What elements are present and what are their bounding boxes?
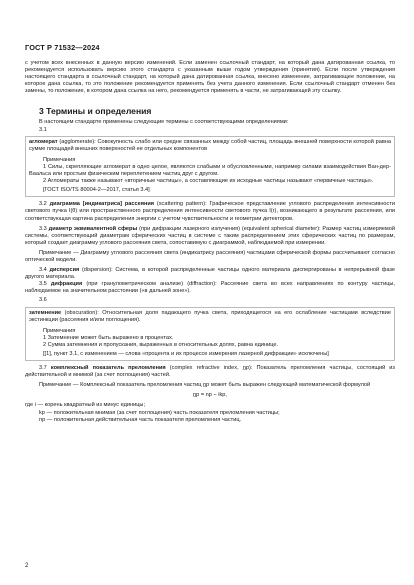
notes-title-3-1: Примечания (43, 156, 76, 163)
term-definition-3-1 (29, 139, 391, 153)
document-header: ГОСТ Р 71532—2024 (25, 43, 100, 52)
term-number-3-6: 3.6 (39, 297, 47, 304)
notes-title-3-6: Примечания (43, 327, 76, 334)
section-intro: В настоящем стандарте применены следующие термины с соответствующими определениями: (39, 119, 289, 126)
term-3-3 (25, 226, 395, 247)
term-text-3-7: (complex refractive index, n̲p): Показатель преломления частицы, состоящий из действительной и мнимой (за счет поглощения) частей. (25, 365, 395, 379)
term-box-3-1 (25, 136, 395, 198)
where-i: где i — корень квадратный из минус единицы; (25, 402, 146, 409)
note-1-3-6: 1 Затемнение может быть выражено в процентах. (43, 334, 174, 341)
note-3-3: Примечание — Диаграмму углового рассеяния света (индикатрису рассеяния) частицами сферической формы рассчитывают согласно оптической модели. (25, 249, 395, 263)
definition-3-1: : Совокупность слабо или средне связанных между собой частиц, площадь внешней поверхности которой равна сумме площадей внешних поверхностей ее отдельных компонентов (29, 138, 391, 152)
note-1-3-1: 1 Силы, скрепляющие агломерат в одно целое, являются слабыми и обусловленными, например силами взаимодействия Ван-дер-Ваальса или простым физическим переплетением частиц друг с другом. (29, 163, 391, 178)
term-text-3-4: (dispersion): Система, в которой распределенные частицы одного материала диспергированы в непрерывной фазе другого материала. (25, 267, 395, 281)
intro-paragraph: с учетом всех внесенных в данную версию изменений. Если заменен ссылочный стандарт, на который дана датированная ссылка, то рекомендуется использовать версию этого стандарта с указанным выше годом утверждения (принятия). Если после утверждения настоящего стандарта в ссылочный стандарт, на который дана датированная ссылка, внесено изменение, затрагивающее положение, на которое дана ссылка, то это положение рекомендуется применять без учета данного изменения. Если ссылочный стандарт отменен без замены, то положение, в котором дана ссылка на него, рекомендуется применять в части, не затрагивающей эту ссылку. (25, 60, 395, 95)
term-3-1: агломерат (29, 138, 58, 145)
term-text-3-3: (при дифракции лазерного излучения) (equivalent spherical diameter): Размер частиц измеряемой системы, соответствующий диаметрам сферических частиц в системе с таким распределением этих сферических частиц по размерам, который создает диаграмму углового рассеяния света, сопоставимую с диаграммой, наблюдаемой при измерении. (25, 225, 395, 246)
term-number-3-2: 3.2 (39, 201, 50, 208)
term-definition-3-6 (29, 310, 391, 324)
term-number-3-3: 3.3 (39, 225, 49, 232)
note-3-7: Примечание — Комплексный показатель преломления частиц n̲p может быть выражен следующей математической формулой (39, 382, 371, 389)
definition-3-6: : Относительная доля падающего пучка света, приходящегося на его ослабление частицами вследствие экстинкции (рассеяния и/или поглощения). (29, 309, 391, 323)
term-number-3-4: 3.4 (39, 267, 50, 274)
where-kp: kp — положительная мнимая (за счет поглощения) часть показателя преломления частицы; (39, 409, 280, 416)
page-number: 2 (25, 563, 29, 569)
source-3-6: [[1], пункт 3.1, с изменением — слова «процента и их процессе измерения лазерной дифракции» исключены] (43, 351, 329, 357)
term-name-3-3: диаметр эквивалентной сферы (48, 225, 138, 232)
term-number-3-7: 3.7 (39, 365, 51, 372)
term-text-3-2: (scattering pattern): Графическое представление углового распределения интенсивности светового пучка I(θ) или пространственного распределения интенсивности светового пучка I(r), возникающего в результате рассеяния, или соответствующая картина распределения энергии с учетом чувствительности и геометрии детекторов. (25, 201, 395, 222)
where-np: np — положительная действительная часть показателя преломления частиц. (39, 416, 242, 423)
term-3-5 (25, 281, 395, 295)
term-name-3-2: диаграмма [индикатриса] рассеяния (49, 201, 155, 208)
term-3-6: затемнение (29, 309, 62, 316)
note-2-3-6: 2 Сумма затемнения и пропускания, выраженных в относительных долях, равна единице. (43, 341, 278, 348)
term-name-3-7: комплексный показатель преломления (50, 365, 166, 372)
source-3-1: [ГОСТ ISO/TS 80004-2—2017, статья 3.4] (43, 187, 150, 194)
term-en-3-6: (obscuration) (64, 309, 98, 316)
term-box-3-6 (25, 307, 395, 362)
formula-explanation (25, 402, 395, 423)
formula-complex-index: n̲p = np − ikp, (193, 392, 227, 399)
term-number-3-5: 3.5 (39, 281, 51, 288)
term-name-3-5: дифракция (50, 281, 83, 288)
term-3-2 (25, 201, 395, 222)
section-title: 3 Термины и определения (39, 106, 152, 117)
page-content (25, 60, 395, 424)
term-text-3-5: (при гранулометрическом анализе) (diffraction): Рассеяние света во всех направлениях по контуру частицы, наблюдаемое на значительном расстоянии («в дальней зоне»). (25, 281, 395, 295)
term-3-7 (25, 365, 395, 379)
term-number-3-1: 3.1 (39, 126, 47, 133)
term-en-3-1: (agglomerate) (59, 138, 95, 145)
term-3-4 (25, 267, 395, 281)
term-name-3-4: дисперсия (49, 267, 80, 274)
note-2-3-1: 2 Агломераты также называют «вторичные частицы», а составляющие их исходные частицы называют «первичные частицы». (43, 178, 374, 185)
